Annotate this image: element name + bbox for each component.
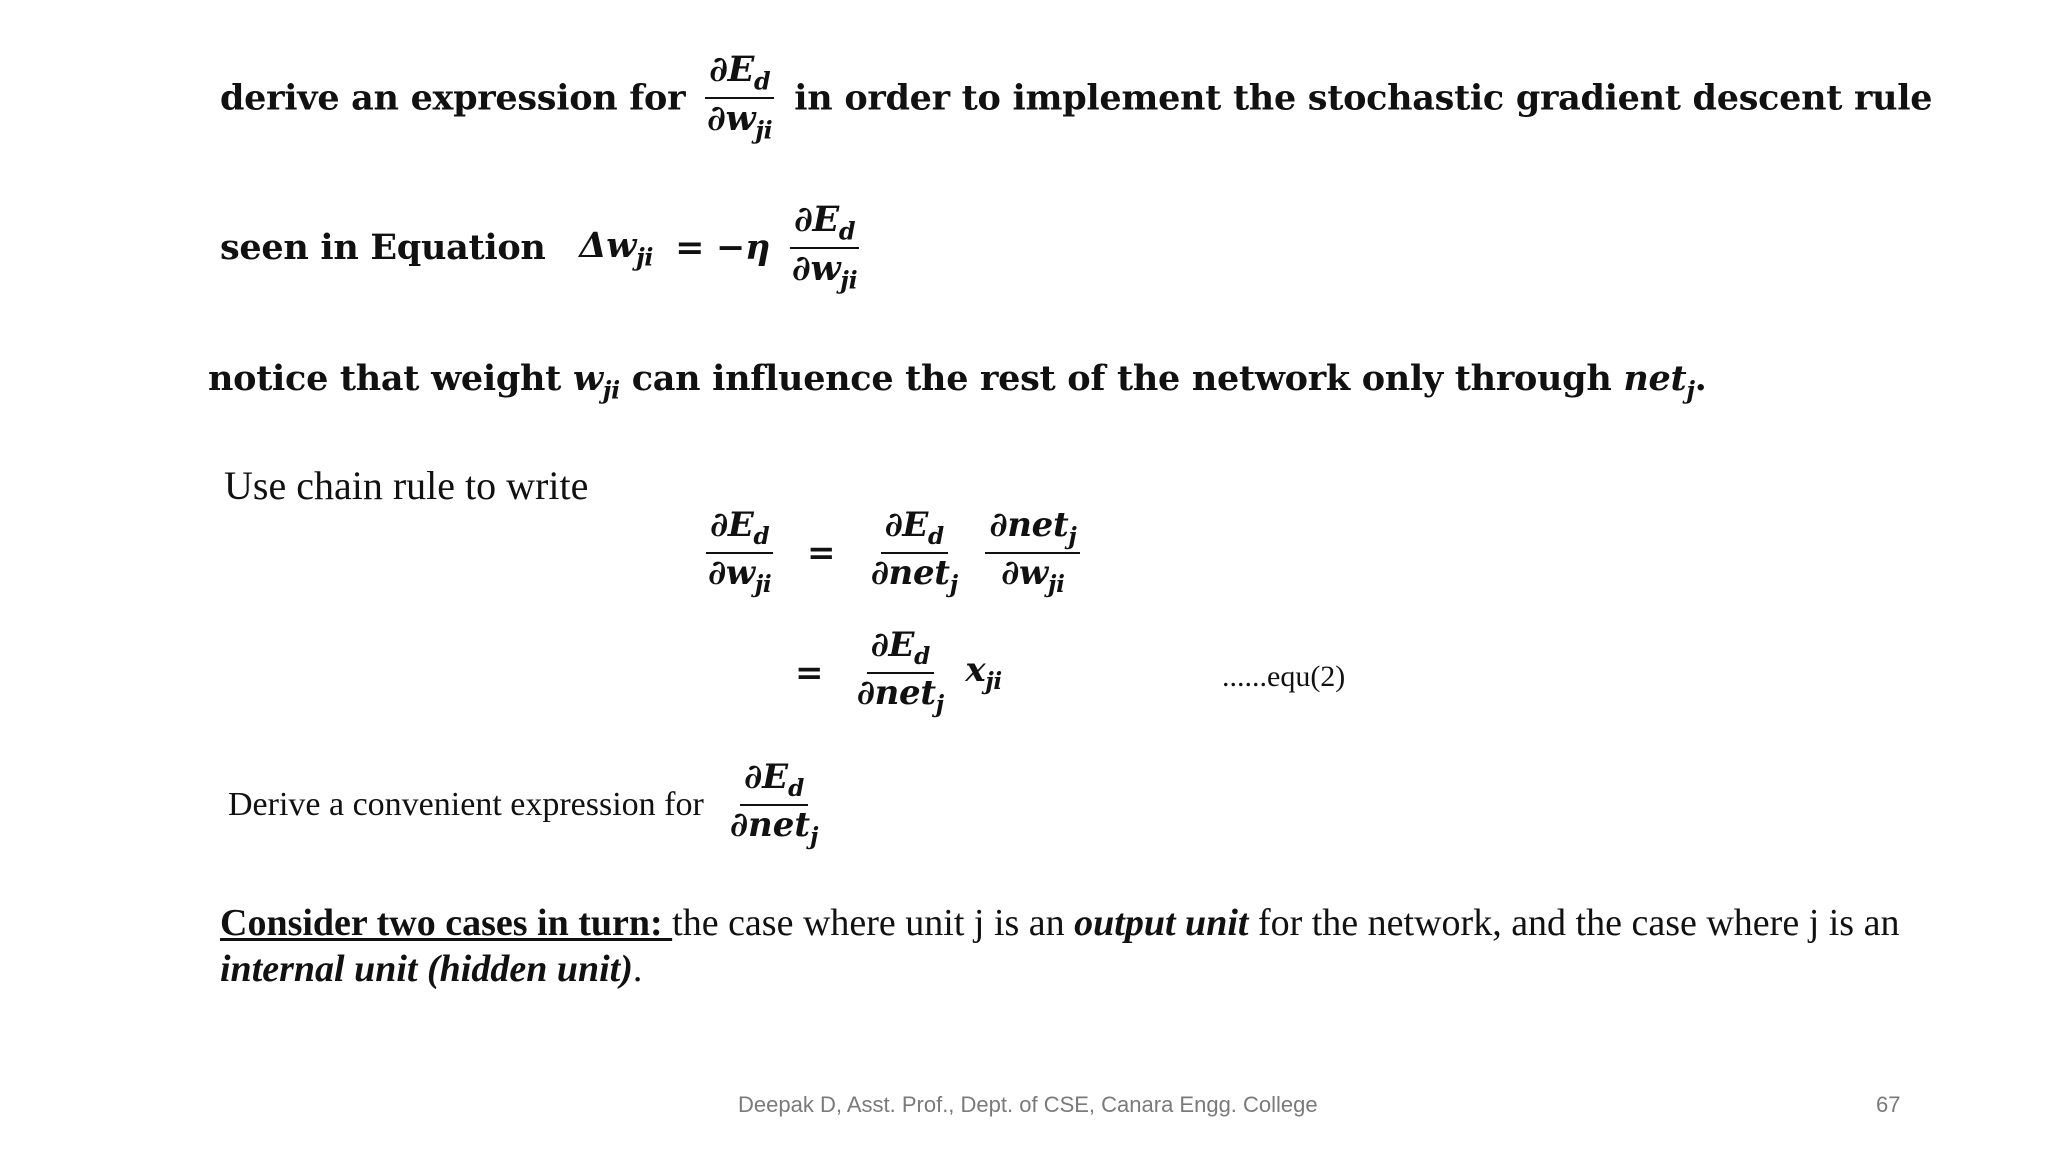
chain-rule-equation-2: = $\frac{\partial E_d}{\partial net_j}$ $x_{ji}$: [795, 625, 1002, 719]
lhs-partial-Ed-wji: $\frac{\partial E_d}{\partial w_{ji}}$: [708, 505, 772, 599]
gradient-descent-equation-line: [220, 199, 867, 295]
partial-netj-wji: $\frac{\partial net_j}{\partial w_{ji}}$: [985, 508, 1080, 598]
derive-convenient-line: Derive a convenient expression for $\frac{\partial E_d}{\partial net_j}$: [228, 760, 828, 850]
slide-number: 67: [1876, 1092, 1901, 1117]
chain-rule-equation-1: $\frac{\partial E_d}{\partial w_{ji}}$ = $\frac{\partial E_d}{\partial net_j}$ $\frac{\partial net_j}{\partial w_{ji}}$: [698, 508, 1086, 598]
equals-minus-eta: = −η: [675, 227, 771, 269]
partial-Ed-netj: $\frac{\partial E_d}{\partial net_j}$: [870, 505, 958, 599]
line2-before: seen in Equation: [220, 227, 546, 269]
internal-unit-term: internal unit (hidden unit): [220, 948, 633, 990]
derive-expression-line: [220, 49, 1933, 145]
wji-variable: $w_{ji}$: [572, 358, 620, 405]
partial-Ed-netj-3: $\frac{\partial E_d}{\partial net_j}$: [729, 757, 819, 851]
delta-wji: $\Delta w_{ji}$: [579, 224, 654, 271]
equation-2-label: ......equ(2): [1222, 660, 1346, 693]
partial-Ed-wji-fraction: $\frac{\partial E_d}{\partial w_{ji}}$: [707, 49, 773, 145]
xji-variable: $x_{ji}$: [965, 650, 1002, 696]
line1-before: derive an expression for: [220, 77, 686, 119]
footer-credit: Deepak D, Asst. Prof., Dept. of CSE, Canara Engg. College: [738, 1092, 1318, 1117]
partial-Ed-wji-fraction-2: $\frac{\partial E_d}{\partial w_{ji}}$: [792, 199, 858, 295]
weight-influence-line: notice that weight $w_{ji}$ can influence the rest of the network only through net$_j$.: [208, 358, 1707, 405]
consider-lead: Consider two cases in turn:: [220, 902, 673, 944]
chain-rule-heading: Use chain rule to write: [224, 463, 589, 508]
output-unit-term: output unit: [1074, 902, 1249, 944]
line1-after: in order to implement the stochastic gradient descent rule: [794, 77, 1933, 119]
netj-variable: net$_j$: [1623, 358, 1695, 405]
two-cases-paragraph: Consider two cases in turn: the case where unit j is an output unit for the network, and the case where j is an internal unit (hidden unit).: [220, 902, 1900, 990]
partial-Ed-netj-2: $\frac{\partial E_d}{\partial net_j}$: [856, 625, 944, 719]
